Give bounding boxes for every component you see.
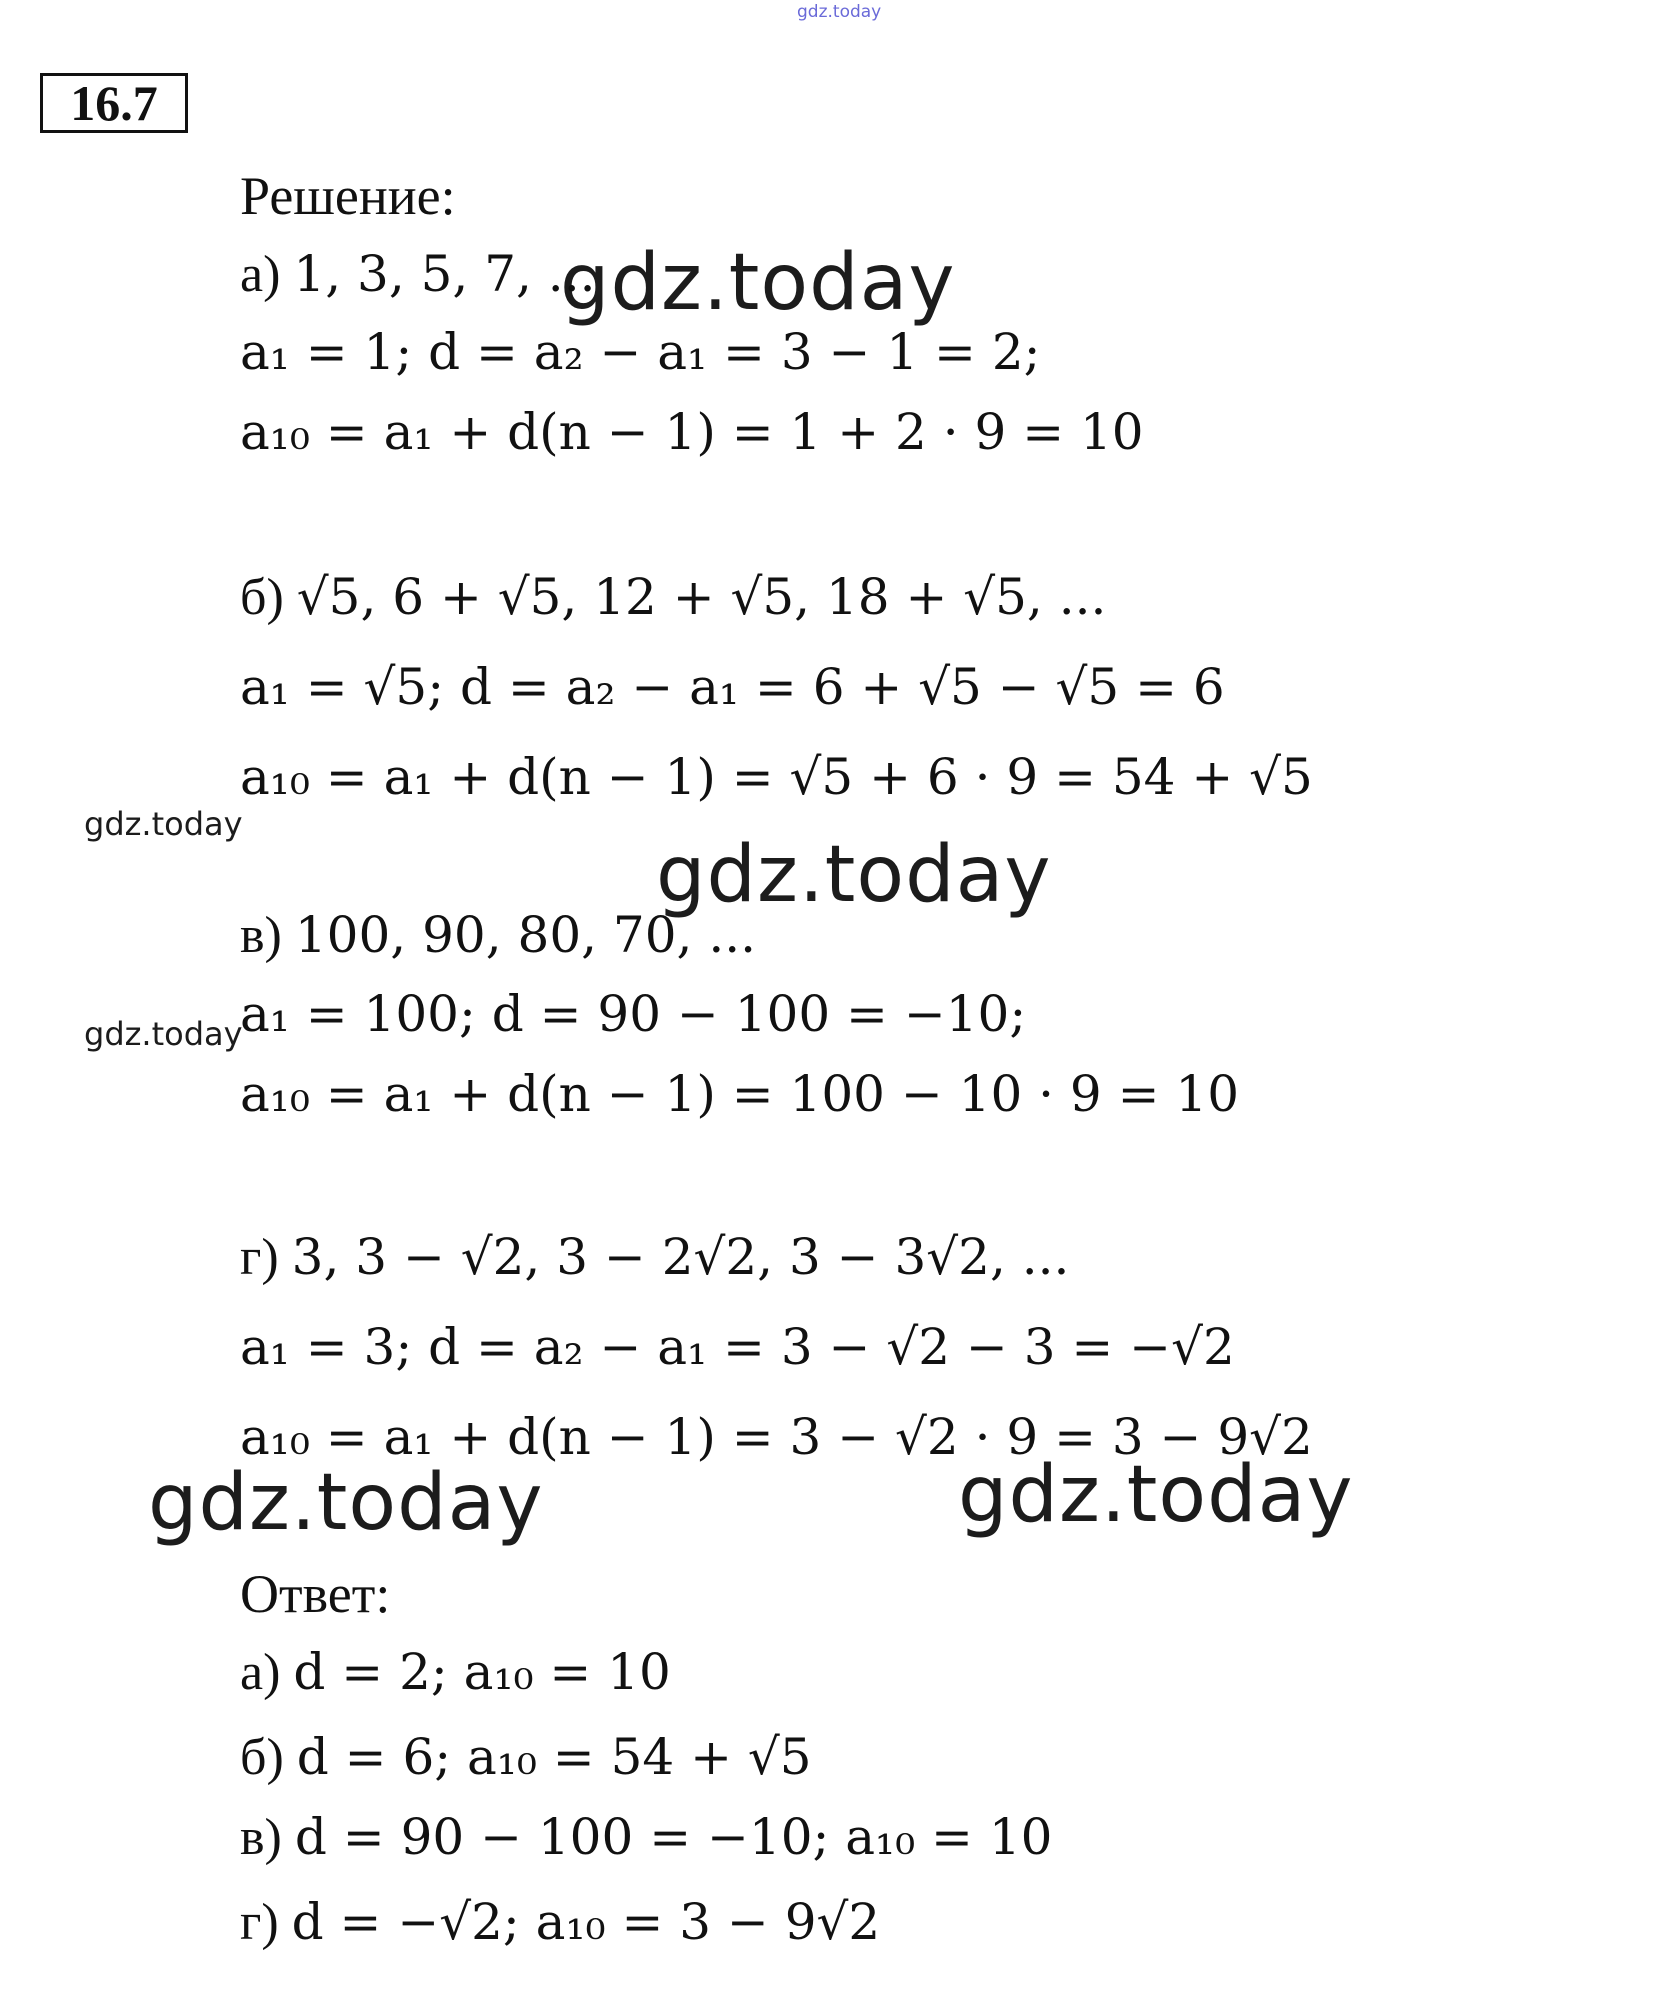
watermark: gdz.today	[84, 805, 243, 843]
part-prefix: в)	[240, 1809, 282, 1866]
part-a-sequence	[240, 245, 595, 304]
watermark: gdz.today	[958, 1450, 1354, 1540]
part-v-step2: a₁₀ = a₁ + d(n − 1) = 100 − 10 · 9 = 10	[240, 1065, 1240, 1123]
part-g-step2: a₁₀ = a₁ + d(n − 1) = 3 − √2 · 9 = 3 − 9√2	[240, 1408, 1313, 1466]
part-prefix: б)	[240, 569, 284, 626]
part-v-step1: a₁ = 100; d = 90 − 100 = −10;	[240, 985, 1027, 1043]
part-prefix: г)	[240, 1229, 279, 1286]
solution-label: Решение:	[240, 166, 456, 226]
answer-b	[240, 1728, 812, 1787]
part-b-sequence	[240, 568, 1106, 627]
watermark: gdz.today	[84, 1015, 243, 1053]
answer-text: d = −√2; a₁₀ = 3 − 9√2	[291, 1893, 881, 1951]
part-prefix: а)	[240, 246, 281, 303]
answer-label: Ответ:	[240, 1564, 391, 1624]
part-a-step2: a₁₀ = a₁ + d(n − 1) = 1 + 2 · 9 = 10	[240, 403, 1144, 461]
part-v-sequence	[240, 906, 756, 965]
sequence: 100, 90, 80, 70, ...	[294, 906, 757, 964]
answer-text: d = 2; a₁₀ = 10	[293, 1643, 671, 1701]
part-g-sequence	[240, 1228, 1069, 1287]
answer-text: d = 90 − 100 = −10; a₁₀ = 10	[294, 1808, 1053, 1866]
part-prefix: а)	[240, 1644, 281, 1701]
watermark: gdz.today	[148, 1458, 544, 1548]
part-prefix: в)	[240, 907, 282, 964]
watermark: gdz.today	[560, 238, 956, 328]
sequence: √5, 6 + √5, 12 + √5, 18 + √5, ...	[296, 568, 1107, 626]
answer-a	[240, 1643, 671, 1702]
part-b-step1: a₁ = √5; d = a₂ − a₁ = 6 + √5 − √5 = 6	[240, 658, 1225, 716]
watermark: gdz.today	[656, 830, 1052, 920]
part-b-step2: a₁₀ = a₁ + d(n − 1) = √5 + 6 · 9 = 54 + √5	[240, 748, 1313, 806]
watermark-top: gdz.today	[797, 2, 882, 22]
answer-text: d = 6; a₁₀ = 54 + √5	[296, 1728, 812, 1786]
part-prefix: г)	[240, 1894, 279, 1951]
answer-g	[240, 1893, 880, 1952]
sequence: 3, 3 − √2, 3 − 2√2, 3 − 3√2, ...	[291, 1228, 1070, 1286]
sequence: 1, 3, 5, 7, ...	[293, 245, 596, 303]
part-g-step1: a₁ = 3; d = a₂ − a₁ = 3 − √2 − 3 = −√2	[240, 1318, 1235, 1376]
part-a-step1: a₁ = 1; d = a₂ − a₁ = 3 − 1 = 2;	[240, 323, 1041, 381]
problem-number: 16.7	[40, 73, 188, 133]
part-prefix: б)	[240, 1729, 284, 1786]
answer-v	[240, 1808, 1052, 1867]
